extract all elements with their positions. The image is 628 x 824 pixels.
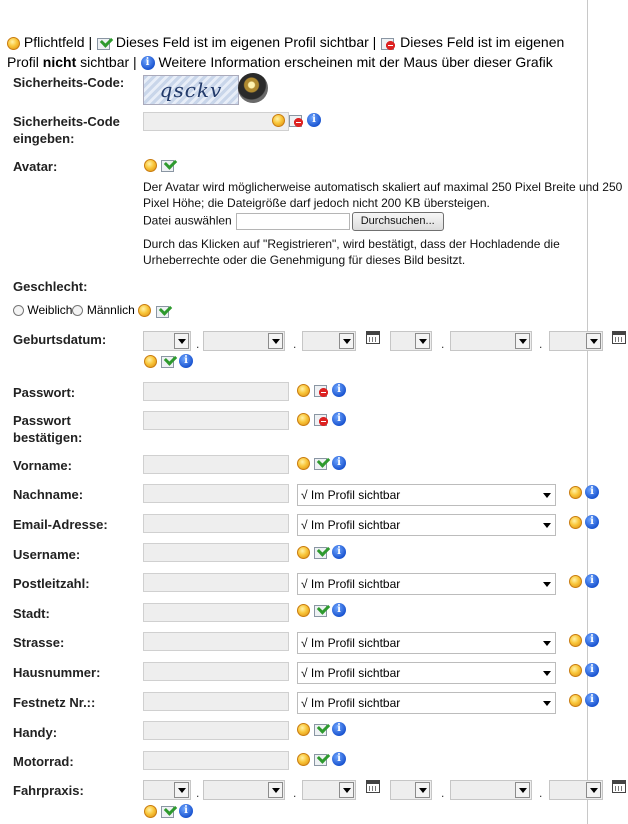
info-icon[interactable]: i <box>332 545 346 559</box>
speaker-icon[interactable] <box>238 73 268 103</box>
riding-year-select[interactable] <box>302 780 356 800</box>
visible-icon <box>160 354 176 368</box>
housenumber-label: Hausnummer: <box>13 665 101 680</box>
visible-icon <box>313 752 329 766</box>
riding-minute-select[interactable] <box>450 780 532 800</box>
not-visible-icon <box>380 36 396 50</box>
birth-minute-select[interactable] <box>450 331 532 351</box>
required-bulb-icon <box>144 355 157 368</box>
visible-icon <box>155 304 171 318</box>
info-icon[interactable]: i <box>307 113 321 127</box>
required-bulb-icon <box>138 304 151 317</box>
calendar-icon[interactable] <box>366 780 380 793</box>
zip-input[interactable] <box>143 573 289 592</box>
motorcycle-label: Motorrad: <box>13 754 74 769</box>
required-bulb-icon <box>297 723 310 736</box>
calendar-icon[interactable] <box>612 331 626 344</box>
info-icon[interactable]: i <box>332 383 346 397</box>
motorcycle-icons <box>297 752 346 766</box>
mobile-input[interactable] <box>143 721 289 740</box>
date-separator: . <box>293 786 297 800</box>
riding-month-select[interactable] <box>203 780 285 800</box>
visibility-option: √ Im Profil sichtbar <box>301 636 401 650</box>
street-input[interactable] <box>143 632 289 651</box>
browse-button[interactable]: Durchsuchen... <box>352 212 444 231</box>
lastname-input[interactable] <box>143 484 289 503</box>
zip-visibility-select[interactable] <box>297 573 556 595</box>
avatar-icons <box>144 158 176 172</box>
mobile-label: Handy: <box>13 725 58 740</box>
captcha-input[interactable] <box>143 112 289 131</box>
password-icons <box>297 383 346 397</box>
visible-icon <box>160 804 176 818</box>
visibility-option: √ Im Profil sichtbar <box>301 577 401 591</box>
info-icon[interactable]: i <box>585 485 599 499</box>
legend-not-visible-bold: nicht <box>42 54 77 70</box>
captcha-label: Sicherheits-Code: <box>13 75 125 90</box>
not-visible-icon <box>313 383 329 397</box>
email-input[interactable] <box>143 514 289 533</box>
riding-experience-label: Fahrpraxis: <box>13 783 84 798</box>
password-confirm-icons <box>297 412 346 426</box>
avatar-description: Der Avatar wird möglicherweise automatisch skaliert auf maximal 250 Pixel Breite und 250 Pixel Höhe; die Dateigröße darf jedoch nicht 200 KB übersteigen. <box>143 180 623 210</box>
captcha-icons <box>272 113 321 127</box>
gender-options <box>13 303 171 318</box>
avatar-file-input[interactable] <box>236 213 350 230</box>
visible-icon <box>313 722 329 736</box>
email-label: Email-Adresse: <box>13 517 108 532</box>
zip-icons <box>569 574 599 588</box>
avatar-notice: Durch das Klicken auf "Registrieren", wird bestätigt, dass der Hochladende die Urheberrechte oder die Genehmigung für dieses Bild besitzt. <box>143 237 560 267</box>
lastname-icons <box>569 485 599 499</box>
required-bulb-icon <box>144 159 157 172</box>
firstname-label: Vorname: <box>13 458 72 473</box>
email-icons <box>569 515 599 529</box>
birth-second-select[interactable] <box>549 331 603 351</box>
password-confirm-input[interactable] <box>143 411 289 430</box>
date-separator: . <box>539 786 543 800</box>
info-icon[interactable]: i <box>332 412 346 426</box>
email-visibility-select[interactable] <box>297 514 556 536</box>
city-input[interactable] <box>143 603 289 622</box>
info-icon[interactable]: i <box>585 693 599 707</box>
required-bulb-icon <box>569 516 582 529</box>
mobile-icons <box>297 722 346 736</box>
street-icons <box>569 633 599 647</box>
info-icon[interactable]: i <box>332 603 346 617</box>
legend-not-visible-pre: Dieses Feld ist im eigenen Profil <box>7 34 565 70</box>
gender-male-label: Männlich <box>86 303 135 317</box>
info-icon[interactable]: i <box>585 515 599 529</box>
info-icon[interactable]: i <box>585 663 599 677</box>
visible-icon <box>313 603 329 617</box>
required-bulb-icon <box>272 114 285 127</box>
legend-info: Weitere Information erscheinen mit der Maus über dieser Grafik <box>158 54 553 70</box>
legend <box>7 32 587 72</box>
lastname-label: Nachname: <box>13 487 84 502</box>
city-icons <box>297 603 346 617</box>
avatar-label: Avatar: <box>13 159 58 174</box>
date-separator: . <box>293 337 297 351</box>
required-bulb-icon <box>569 486 582 499</box>
landline-input[interactable] <box>143 692 289 711</box>
info-icon[interactable]: i <box>585 633 599 647</box>
landline-icons <box>569 693 599 707</box>
visibility-option: √ Im Profil sichtbar <box>301 488 401 502</box>
required-bulb-icon <box>569 694 582 707</box>
avatar-file-label: Datei auswählen <box>143 213 232 228</box>
required-bulb-icon <box>7 37 20 50</box>
radio-male[interactable] <box>72 305 83 316</box>
gender-female-label: Weiblich <box>27 303 73 317</box>
legend-visible: Dieses Feld ist im eigenen Profil sichtbar | <box>115 34 377 50</box>
birth-year-select[interactable] <box>302 331 356 351</box>
required-bulb-icon <box>297 413 310 426</box>
housenumber-input[interactable] <box>143 662 289 681</box>
password-input[interactable] <box>143 382 289 401</box>
birth-hour-select[interactable] <box>390 331 432 351</box>
radio-female[interactable] <box>13 305 24 316</box>
visible-icon <box>313 545 329 559</box>
required-bulb-icon <box>297 604 310 617</box>
required-bulb-icon <box>569 634 582 647</box>
visibility-option: √ Im Profil sichtbar <box>301 696 401 710</box>
gender-label: Geschlecht: <box>13 279 88 294</box>
riding-hour-select[interactable] <box>390 780 432 800</box>
housenumber-icons <box>569 663 599 677</box>
landline-label: Festnetz Nr.:: <box>13 695 96 710</box>
riding-experience-icons <box>144 804 193 818</box>
firstname-icons <box>297 456 346 470</box>
info-icon[interactable]: i <box>179 354 193 368</box>
housenumber-visibility-select[interactable] <box>297 662 556 684</box>
info-icon[interactable]: i <box>585 574 599 588</box>
visibility-option: √ Im Profil sichtbar <box>301 666 401 680</box>
birth-day-select[interactable] <box>143 331 191 351</box>
captcha-image: qsckv <box>143 75 239 105</box>
visible-icon <box>160 158 176 172</box>
motorcycle-input[interactable] <box>143 751 289 770</box>
date-separator: . <box>196 786 200 800</box>
info-icon: i <box>141 56 155 70</box>
date-separator: . <box>441 337 445 351</box>
street-visibility-select[interactable] <box>297 632 556 654</box>
birthdate-label: Geburtsdatum: <box>13 332 107 347</box>
not-visible-icon <box>288 113 304 127</box>
calendar-icon[interactable] <box>366 331 380 344</box>
required-bulb-icon <box>569 575 582 588</box>
legend-required: Pflichtfeld | <box>23 34 93 50</box>
lastname-visibility-select[interactable] <box>297 484 556 506</box>
required-bulb-icon <box>297 457 310 470</box>
username-label: Username: <box>13 547 81 562</box>
info-icon[interactable]: i <box>332 722 346 736</box>
password-label: Passwort: <box>13 385 76 400</box>
calendar-icon[interactable] <box>612 780 626 793</box>
birthdate-icons <box>144 354 193 368</box>
visibility-option: √ Im Profil sichtbar <box>301 518 401 532</box>
city-label: Stadt: <box>13 606 50 621</box>
info-icon[interactable]: i <box>179 804 193 818</box>
riding-second-select[interactable] <box>549 780 603 800</box>
info-icon[interactable]: i <box>332 456 346 470</box>
visible-icon <box>96 36 112 50</box>
riding-day-select[interactable] <box>143 780 191 800</box>
not-visible-icon <box>313 412 329 426</box>
required-bulb-icon <box>297 546 310 559</box>
required-bulb-icon <box>297 384 310 397</box>
visible-icon <box>313 456 329 470</box>
landline-visibility-select[interactable] <box>297 692 556 714</box>
required-bulb-icon <box>144 805 157 818</box>
street-label: Strasse: <box>13 635 65 650</box>
avatar-file-row <box>143 212 623 231</box>
username-icons <box>297 545 346 559</box>
firstname-input[interactable] <box>143 455 289 474</box>
password-confirm-label: Passwort bestätigen: <box>13 413 83 445</box>
info-icon[interactable]: i <box>332 752 346 766</box>
legend-not-visible-post: sichtbar | <box>80 54 137 70</box>
birth-month-select[interactable] <box>203 331 285 351</box>
zip-label: Postleitzahl: <box>13 576 90 591</box>
date-separator: . <box>539 337 543 351</box>
date-separator: . <box>441 786 445 800</box>
username-input[interactable] <box>143 543 289 562</box>
required-bulb-icon <box>297 753 310 766</box>
required-bulb-icon <box>569 664 582 677</box>
date-separator: . <box>196 337 200 351</box>
captcha-enter-label: Sicherheits-Code eingeben: <box>13 114 120 146</box>
